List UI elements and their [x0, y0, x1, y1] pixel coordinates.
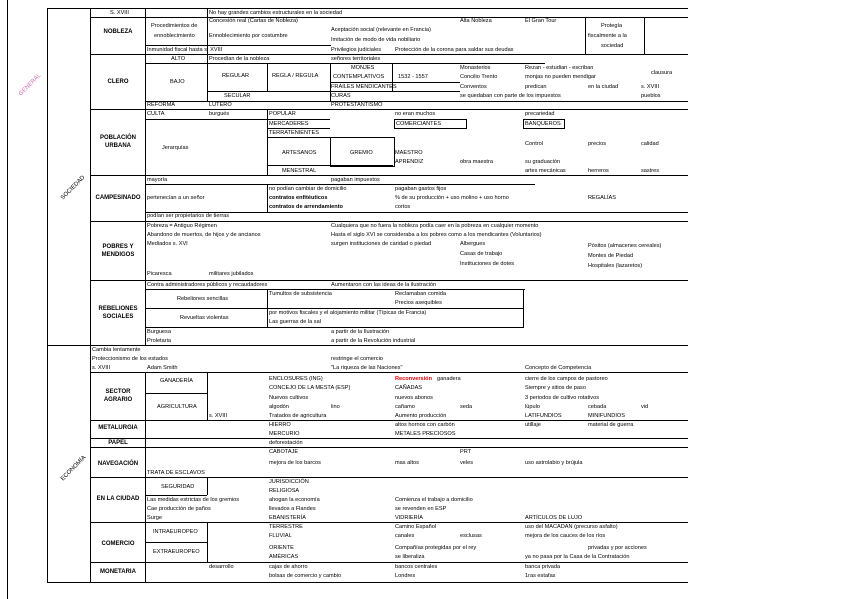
urbana-label1: POBLACIÓN	[100, 135, 136, 141]
eco-proteccionismo: Proteccionismo de los estados	[92, 356, 168, 362]
pob-militares: militares jubilados	[209, 271, 254, 277]
clero-conventos: Conventos	[460, 84, 487, 90]
urb-noeran: no eran muchos	[395, 111, 436, 117]
met-utillaje: utillaje	[525, 422, 541, 428]
clero-rezan1: Rezan - estudian - escriban	[525, 65, 594, 71]
reb-guerras: Las guerras de la sal	[269, 319, 321, 325]
mon-bancos: bancos centrales	[395, 564, 438, 570]
ciu-ebanisteria: EBANISTERÍA	[269, 515, 306, 521]
urb-control: Control	[525, 141, 544, 147]
divider-soc-eco	[47, 345, 688, 346]
urb-popular: POPULAR	[269, 111, 296, 117]
grid-line	[145, 289, 525, 290]
urb-artesanos: ARTESANOS	[282, 150, 317, 156]
sec-lupulo: lúpulo	[525, 404, 540, 410]
nobleza-label: NOBLEZA	[103, 29, 133, 35]
urb-gremio: GREMIO	[350, 150, 373, 156]
met-mercurio: MERCURIO	[269, 431, 300, 437]
com-casa: ya no pasa por la Casa de la Contratación	[525, 554, 630, 560]
sec-minifundios: MINIFUNDIOS	[588, 413, 625, 419]
grid-line	[207, 522, 208, 562]
reb-proletaria: Proletaria	[147, 338, 171, 344]
urb-banqueros: BANQUEROS	[525, 121, 561, 127]
clero-alto: ALTO	[171, 56, 186, 62]
pob-monte: Montes de Piedad	[588, 253, 634, 259]
reb-contra: Contra administradores públicos y recaudadores	[147, 282, 268, 288]
com-fluvial: FLUVIAL	[269, 533, 292, 539]
pob-surgen: surgen instituciones de caridad o piedad	[331, 241, 432, 247]
camp-pertenecian: pertenecían a un señor	[147, 195, 205, 201]
grid-line	[91, 420, 688, 421]
sociedad-top	[47, 8, 91, 9]
pobres-label2: MENDIGOS	[101, 252, 135, 258]
grid-line	[91, 522, 688, 523]
nob-ennobl: Ennoblecimiento por costumbre	[209, 33, 288, 39]
grid-line	[267, 184, 268, 212]
com-cauces: mejora de los cauces de los ríos	[525, 533, 606, 539]
grid-line	[145, 119, 330, 120]
reb-precios: Precios asequibles	[395, 300, 442, 306]
camp-cortos: cortos	[395, 204, 411, 210]
com-macadam: uso del MACADAN (precurso asfalto)	[525, 524, 618, 530]
nob-imitacion: Imitación de modo de vida nobiliario	[331, 37, 421, 43]
urb-calidad: calidad	[641, 141, 659, 147]
com-camino: Camino Español	[395, 524, 437, 530]
grid-line	[267, 165, 393, 166]
axis-general: GENERAL	[18, 72, 43, 98]
sec-periodos: 3 periodos de cultivo rotativos	[525, 395, 600, 401]
urb-culta: CULTA	[147, 111, 165, 117]
sec-agricultura: AGRICULTURA	[157, 404, 197, 410]
sec-seda: seda	[460, 404, 473, 410]
sec-aumento: Aumento producción	[395, 413, 447, 419]
ciu-surge: Surge	[147, 515, 162, 521]
grid-line	[267, 128, 330, 129]
nav-astrolabio: uso astrolabio y brújula	[525, 460, 583, 466]
sec-algodon: algodón	[269, 404, 289, 410]
urb-precios: precios	[588, 141, 607, 147]
pob-albergues: Albergues	[460, 241, 486, 247]
pob-abandono: Abandono de muertos, de hijos y de ancianos	[147, 232, 261, 238]
sec-consejo: CONCEJO DE LA MESTA (ESP)	[269, 385, 351, 391]
grid-line	[207, 8, 208, 17]
grid-line	[91, 109, 688, 110]
ciu-cae: Cae producción de paños	[147, 506, 211, 512]
eco-riqueza: "La riqueza de las Naciones"	[331, 365, 403, 371]
pobres-label1: POBRES Y	[102, 244, 134, 250]
sec-lino: lino	[331, 404, 340, 410]
rebeliones-label2: SOCIALES	[102, 314, 134, 320]
urb-terratenientes: TERRATENIENTES	[269, 130, 319, 136]
ciu-religiosa: RELIGIOSA	[269, 488, 300, 494]
grid-line	[91, 447, 688, 448]
eco-cambia: Cambia lentamente	[92, 347, 141, 353]
clero-quedaban: se quedaban con parte de los impuestos	[460, 93, 561, 99]
sec-latifundios: LATIFUNDIOS	[525, 413, 562, 419]
grid-line	[91, 372, 688, 373]
mon-estafas: 1ras estafas	[525, 573, 556, 579]
economia-left	[47, 345, 48, 583]
sec-tratados: Tratados de agricultura	[269, 413, 327, 419]
urb-aprendiz: APRENDIZ	[395, 159, 424, 165]
com-intra: INTRAEUROPEO	[153, 529, 198, 535]
reb-revolucion: a partir de la Revolución industrial	[331, 338, 416, 344]
ciu-medidas: Las medidas estrictas de los gremios	[147, 497, 240, 503]
grid-line	[91, 54, 688, 55]
clero-senores: señores territoriales	[331, 56, 381, 62]
nav-veles: veles	[460, 460, 474, 466]
pob-positos: Pósitos (almacenes cereales)	[588, 243, 662, 249]
nav-cabotaje: CABOTAJE	[269, 449, 299, 455]
reb-aumentaron: Aumentaron con las ideas de la ilustración	[331, 282, 437, 288]
mon-desarrollo: desarrollo	[209, 564, 234, 570]
met-hierro: HIERRO	[269, 422, 291, 428]
nob-protegia2: fiscalmente a la	[588, 33, 627, 39]
pob-dotes: Instituciones de dotes	[460, 261, 515, 267]
ciu-lujo: ARTÍCULOS DE LUJO	[525, 515, 583, 521]
nob-inmunidad: Inmunidad fiscal hasta s. XVIII	[147, 47, 223, 53]
clero-frailes: FRAILES MENDICANTES	[331, 84, 397, 90]
com-liberaliza: se liberaliza	[395, 554, 425, 560]
camp-propietarios: podían ser propietarios de tierras	[147, 213, 230, 219]
sec-canamo: cañamo	[395, 404, 415, 410]
reb-burguesa: Burguesa	[147, 329, 171, 335]
urb-sastres: sastres	[641, 168, 660, 174]
reb-reclamaban: Reclamaban comida	[395, 291, 446, 297]
eco-competencia: Concepto de Competencia	[525, 365, 592, 371]
pob-mediados: Mediados s. XVI	[147, 241, 188, 247]
grid-line	[145, 63, 545, 64]
nob-grantour: El Gran Tour	[525, 18, 557, 24]
pob-cualquiera: Cualquiera que no fuera la nobleza podía caer en la pobreza en cualquier momento	[331, 223, 539, 229]
nob-protegia3: sociedad	[601, 43, 624, 49]
soc-nohay: No hay grandes cambios estructurales en la sociedad	[209, 10, 343, 16]
axis-economia: ECONOMÍA	[60, 454, 88, 483]
monetaria-label: MONETARIA	[100, 569, 136, 575]
clero-lutero: LUTERO	[209, 102, 232, 108]
camp-regalias: REGALÍAS	[588, 195, 616, 201]
nob-proc2: ennoblecimiento	[154, 33, 195, 39]
ciu-vidrieria: VIDRIERÍA	[395, 515, 423, 521]
grid-line	[91, 280, 688, 281]
sec-siempre: Siempre y sitios de paso	[525, 385, 586, 391]
nob-concesion: Concesión real (Cartas de Nobleza)	[209, 18, 298, 24]
camp-nopodian: no podían cambiar de domicilio	[269, 186, 347, 192]
urb-precariedad: precariedad	[525, 111, 555, 117]
sec-vid: vid	[641, 404, 649, 410]
grid-line	[91, 438, 688, 439]
clero-clausura: clausura	[651, 70, 673, 76]
ciu-jurisdiccion: JURISDICCIÓN	[269, 479, 309, 485]
grid-line	[91, 221, 688, 222]
clero-bajo: BAJO	[170, 79, 185, 85]
urb-burgues: burgués	[209, 111, 230, 117]
ciudad-label: EN LA CIUDAD	[96, 496, 140, 502]
urb-herreros: herreros	[588, 168, 609, 174]
sec-canadas: CAÑADAS	[395, 385, 423, 391]
sector-label2: AGRARIO	[103, 397, 133, 403]
sec-abonos: nuevos abonos	[395, 395, 433, 401]
clero-sxviii: s. XVIII	[641, 84, 660, 90]
grid-line	[207, 372, 208, 420]
com-americas: AMÉRICAS	[269, 554, 299, 560]
pob-pobreza: Pobreza = Antiguo Régimen	[147, 223, 217, 229]
met-guerra: material de guerra	[588, 422, 634, 428]
com-terrestre: TERRESTRE	[269, 524, 303, 530]
clero-reforma: REFORMA	[147, 102, 175, 108]
grid-line	[91, 562, 688, 563]
pap-deforestacion: deforestación	[269, 440, 303, 446]
nav-masaltos: mas altos	[395, 460, 419, 466]
clero-predican: predican	[525, 84, 547, 90]
clero-label: CLERO	[107, 79, 129, 85]
nav-prt: PRT	[460, 449, 472, 455]
navegacion-label: NAVEGACIÓN	[97, 461, 139, 467]
sec-cierre: cierre de los campos de pastoreo	[525, 376, 608, 382]
urb-graduacion1: su graduación	[525, 159, 561, 165]
clero-curas: CURAS	[331, 93, 351, 99]
urbana-label2: URBANA	[105, 143, 131, 149]
sec-ganaderia: GANADERÍA	[160, 378, 193, 384]
clero-procedian: Procedían de la nobleza	[209, 56, 270, 62]
clero-monasterios: Monasterios	[460, 65, 491, 71]
margin-line	[7, 0, 8, 599]
reb-tumultos: Tumultos de subsistencia	[269, 291, 332, 297]
nob-proc1: Procedimientos de	[151, 23, 198, 29]
grid-line	[207, 91, 460, 92]
com-canales: canales	[395, 533, 415, 539]
camp-enfiteuticos: contratos enfitéuticos	[269, 195, 328, 201]
mon-londres: Londres	[395, 573, 416, 579]
soc-top-line	[91, 8, 688, 9]
comercio-label: COMERCIO	[101, 541, 135, 547]
com-oriente: ORIENTE	[269, 545, 294, 551]
camp-mayoria: mayoría	[147, 177, 168, 183]
urb-maestro: MAESTRO	[395, 150, 423, 156]
nob-protegia1: Protegía	[601, 23, 623, 29]
pob-hospitales: Hospitales (lazaretos)	[588, 263, 643, 269]
clero-pueblos: pueblos	[641, 93, 661, 99]
clero-regla: REGLA / REGULA	[272, 73, 319, 79]
urb-graduacion2: artes mecánicas	[525, 168, 566, 174]
grid-line	[267, 137, 330, 138]
reb-violentas: Revueltas violentas	[180, 315, 229, 321]
mon-cajas: cajas de ahorro	[269, 564, 308, 570]
grid-line	[145, 393, 207, 394]
ciu-seguridad: SEGURIDAD	[161, 484, 195, 490]
col-cat-right	[145, 8, 146, 345]
grid-line	[91, 175, 688, 176]
grid-line	[145, 308, 524, 309]
com-extra: EXTRAEUROPEO	[153, 549, 200, 555]
urb-jerarquias: Jerarquías	[162, 145, 189, 151]
grid-line	[145, 542, 207, 543]
grid-line	[207, 477, 208, 495]
met-metales: METALES PRECIOSOS	[395, 431, 456, 437]
eco-smith: Adam Smith	[147, 365, 178, 371]
sec-reconversion: Reconversión	[395, 376, 432, 382]
clero-regular: REGULAR	[222, 73, 250, 79]
sec-enclosures: ENCLOSURES (ING)	[269, 376, 323, 382]
economia-bottom	[47, 582, 688, 583]
com-esclusas: esclusas	[460, 533, 482, 539]
sec-nuevos: Nuevos cultivos	[269, 395, 309, 401]
clero-monjes1: MONJES	[351, 65, 375, 71]
eco-sxviii: s. XVIII	[92, 365, 111, 371]
pob-hasta: Hasta el siglo XVI se consideraba a los pobres como a los mendicantes (Voluntarios)	[331, 232, 542, 238]
urb-menestral: MENESTRAL	[282, 168, 317, 174]
sector-label1: SECTOR	[105, 389, 131, 395]
clero-monjes2: CONTEMPLATIVOS	[333, 74, 385, 80]
sec-cebada: cebada	[588, 404, 607, 410]
pob-casas: Casas de trabajo	[460, 251, 503, 257]
nav-mejora: mejora de los barcos	[269, 460, 321, 466]
clero-years: 1532 - 1557	[398, 74, 428, 80]
urb-comerciantes: COMERCIANTES	[396, 121, 442, 127]
nob-proteccion: Protección de la corona para saldar sus deudas	[395, 47, 514, 53]
sec-ganadera: ganadera	[437, 376, 461, 382]
axis-sociedad: SOCIEDAD	[60, 174, 87, 202]
ciu-revenden: se revenden en ESP	[395, 506, 447, 512]
sociedad-bracket	[90, 8, 91, 345]
sociedad-left	[47, 8, 48, 345]
soc-sxviii: S. XVIII	[110, 10, 129, 16]
nob-altanobleza: Alta Nobleza	[460, 18, 492, 24]
clero-rezan2: monjas no pueden mendigar	[525, 74, 596, 80]
metalurgia-label: METALURGIA	[98, 425, 138, 431]
sec-sxviii: s. XVIII	[209, 413, 228, 419]
rebeliones-label1: REBELIONES	[98, 306, 138, 312]
com-companias: Compañías protegidas por el rey	[395, 545, 477, 551]
camp-gastos: pagaban gastos fijos	[395, 186, 447, 192]
grid-line	[145, 184, 535, 185]
ciu-flandes: llevados a Flandes	[269, 506, 316, 512]
papel-label: PAPEL	[108, 440, 128, 446]
mon-bolsas: bolsas de comercio y cambio	[269, 573, 342, 579]
urb-mercaderes: MERCADERES	[269, 121, 309, 127]
ciu-ahogan: ahogan la economía	[269, 497, 320, 503]
clero-secular: SECULAR	[224, 93, 251, 99]
pob-picaresca: Picaresca	[147, 271, 172, 277]
grid-line	[330, 82, 460, 83]
nav-esclavos: TRATA DE ESCLAVOS	[147, 470, 205, 476]
urb-obra: obra maestra	[460, 159, 493, 165]
reb-ilustracion: a partir de la Ilustración	[331, 329, 390, 335]
grid-line	[267, 63, 268, 91]
clero-protestantismo: PROTESTANTISMO	[331, 102, 383, 108]
grid-line	[145, 327, 524, 328]
ciu-comienza: Comienza el trabajo a domicilio	[395, 497, 473, 503]
grid-line	[145, 45, 331, 46]
reb-motivos: por motivos fiscales y el alojamiento militar (Típicas de Francia)	[269, 310, 427, 316]
grid-line	[91, 477, 688, 478]
grid-line	[207, 54, 208, 101]
met-hornos: altos hornos con carbón	[395, 422, 455, 428]
eco-restringe: restringe el comercio	[331, 356, 383, 362]
mon-banca: banca privada	[525, 564, 561, 570]
camp-porcentaje: % de su producción + uso molino + uso horno	[395, 195, 509, 201]
com-privadas: privadas y por acciones	[588, 545, 647, 551]
reb-sencillas: Rebeliones sencillas	[177, 296, 228, 302]
camp-arrendamiento: contratos de arrendamiento	[269, 204, 343, 210]
camp-pagaban: pagaban impuestos	[331, 177, 380, 183]
nob-privilegios: Privilegios judiciales	[331, 47, 382, 53]
clero-ciudad: en la ciudad	[588, 84, 619, 90]
campesinado-label: CAMPESINADO	[95, 195, 141, 201]
clero-concilio: Concilio Trento	[460, 74, 498, 80]
grid-line	[145, 495, 207, 496]
nob-aceptacion: Aceptación social (relevante en Francia)	[331, 27, 431, 33]
